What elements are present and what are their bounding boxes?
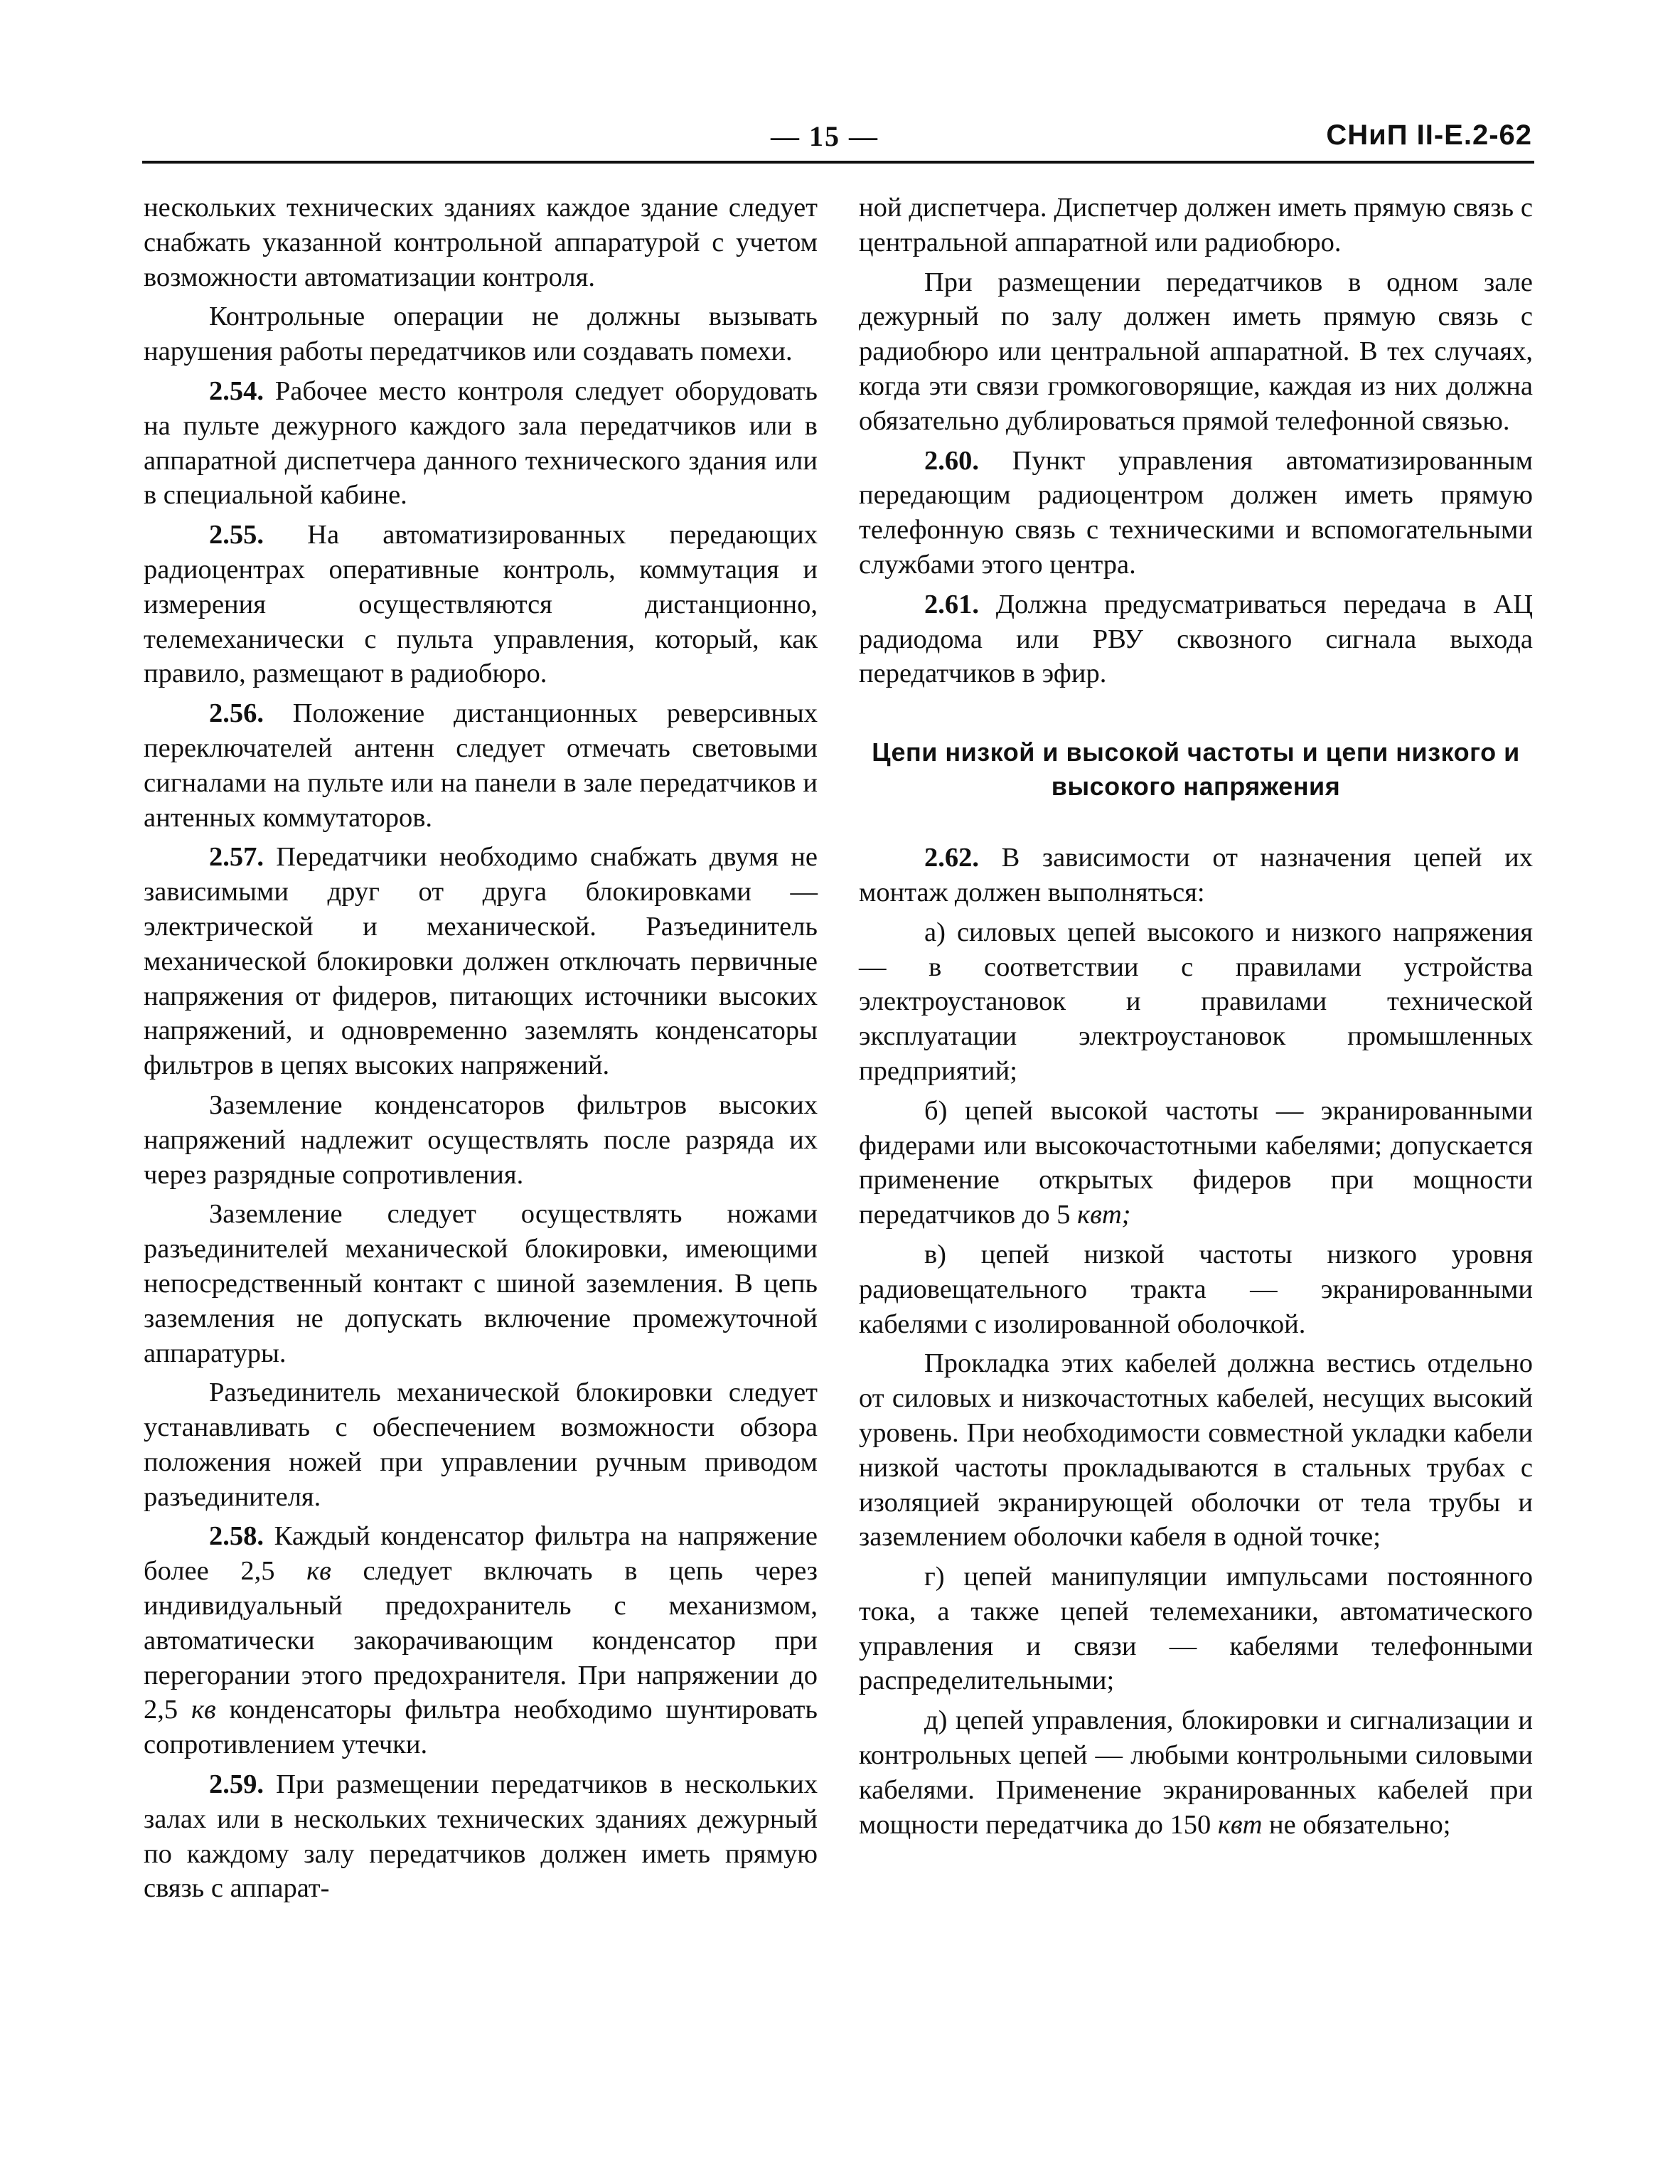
clause-2-59	[144, 1767, 818, 1906]
unit-label: квт;	[1077, 1200, 1131, 1230]
clause-text: следует включать в цепь через индивидуальный предохранитель с механизмом, автоматически закорачивающим конденсатор при перегорании этого предохранителя. При напряжении до 2,5	[144, 1556, 818, 1725]
right-column	[859, 191, 1533, 1847]
unit-label: кв	[306, 1556, 331, 1587]
item-text: д) цепей управления, блокировки и сигнализации и контрольных цепей — любыми контрольными силовыми кабелями. Применение экранированных кабелей при мощности передатчика до 150	[859, 1705, 1533, 1840]
clause-text: При размещении передатчиков в нескольких залах или в нескольких технических зданиях дежурный по каждому залу передатчиков должен иметь прямую связь с аппарат-	[144, 1769, 818, 1904]
paragraph: При размещении передатчиков в одном зале дежурный по залу должен иметь прямую связь с радиобюро или центральной аппаратной. В тех случаях, когда эти связи громкоговорящие, каждая из них должна обязательно дублироваться прямой телефонной связью.	[859, 267, 1533, 436]
clause-text: Передатчики необходимо снабжать двумя не зависимыми друг от друга блокировками — электрической и механической. Разъединитель механической блокировки должен отключать первичные напряжения от фидеров, питающих источники высоких напряжений, и одновременно заземлять конденсаторы фильтров в цепях высоких напряжений.	[144, 842, 818, 1081]
paragraph: Заземление следует осуществлять ножами разъединителей механической блокировки, имеющими непосредственный контакт с шиной заземления. В цепь заземления не допускать включение промежуточной аппаратуры.	[144, 1199, 818, 1368]
clause-number: 2.58.	[209, 1521, 264, 1552]
clause-2-58	[144, 1519, 818, 1762]
unit-label: квт	[1217, 1809, 1263, 1840]
list-item-d	[859, 1703, 1533, 1842]
item-text: б) цепей высокой частоты — экранированными фидерами или высокочастотными кабелями; допускается применение открытых фидеров при мощности передатчиков до 5	[859, 1095, 1533, 1230]
clause-text: Должна предусматриваться передача в АЦ радиодома или РВУ сквозного сигнала выхода передатчиков в эфир.	[859, 589, 1533, 689]
paragraph: Прокладка этих кабелей должна вестись отдельно от силовых и низкочастотных кабелей, несущих высокий уровень. При необходимости совместной укладки кабели низкой частоты прокладываются в стальных трубах с изоляцией экранирующей оболочки от тела трубы и заземлением оболочки кабеля в одной точке;	[859, 1348, 1533, 1552]
clause-2-61	[859, 587, 1533, 691]
clause-2-54	[144, 374, 818, 513]
clause-number: 2.54.	[209, 375, 264, 406]
clause-2-60	[859, 444, 1533, 582]
clause-text: В зависимости от назначения цепей их монтаж должен выполняться:	[859, 843, 1533, 907]
clause-2-55	[144, 518, 818, 691]
paragraph: Контрольные операции не должны вызывать нарушения работы передатчиков или создавать помехи.	[144, 302, 818, 367]
clause-number: 2.57.	[209, 842, 264, 873]
clause-2-62	[859, 841, 1533, 910]
clause-number: 2.59.	[209, 1769, 264, 1800]
clause-number: 2.55.	[209, 520, 264, 550]
list-item-b	[859, 1094, 1533, 1232]
clause-number: 2.60.	[924, 445, 979, 476]
clause-number: 2.62.	[924, 843, 979, 873]
header-rule	[142, 161, 1534, 164]
paragraph: Разъединитель механической блокировки следует устанавливать с обеспечением возможности обзора положения ножей при управлении ручным приводом разъединителя.	[144, 1378, 818, 1512]
clause-text: Рабочее место контроля следует оборудовать на пульте дежурного каждого зала передатчиков или в аппаратной диспетчера данного технического здания или в специальной кабине.	[144, 375, 818, 511]
clause-number: 2.61.	[924, 589, 979, 619]
clause-text: Положение дистанционных реверсивных переключателей антенн следует отмечать световыми сигналами на пульте или на панели в зале передатчиков и антенных коммутаторов.	[144, 698, 818, 833]
unit-label: кв	[191, 1695, 216, 1725]
page-number: — 15 —	[771, 120, 879, 152]
list-item-g: г) цепей манипуляции импульсами постоянного тока, а также цепей телемеханики, автоматического управления и связи — кабелями телефонными распределительными;	[859, 1562, 1533, 1696]
clause-text: На автоматизированных передающих радиоцентрах оперативные контроль, коммутация и измерения осуществляются дистанционно, телемеханически с пульта управления, который, как правило, размещают в радиобюро.	[144, 520, 818, 689]
clause-text: Каждый конденсатор фильтра на напряжение более 2,5	[144, 1521, 818, 1587]
paragraph-continued: ной диспетчера. Диспетчер должен иметь прямую связь с центральной аппаратной или радиобюро.	[859, 193, 1533, 257]
list-item-a: а) силовых цепей высокого и низкого напряжения — в соответствии с правилами устройства электроустановок и правилами технической эксплуатации электроустановок промышленных предприятий;	[859, 917, 1533, 1086]
clause-number: 2.56.	[209, 698, 264, 729]
list-item-v: в) цепей низкой частоты низкого уровня радиовещательного тракта — экранированными кабелями с изолированной оболочкой.	[859, 1239, 1533, 1339]
clause-2-56	[144, 696, 818, 835]
clause-text: Пункт управления автоматизированным передающим радиоцентром должен иметь прямую телефонную связь с техническими и вспомогательными службами этого центра.	[859, 445, 1533, 580]
paragraph-continued: нескольких технических зданиях каждое здание следует снабжать указанной контрольной аппаратурой с учетом возможности автоматизации контроля.	[144, 193, 818, 292]
clause-text: конденсаторы фильтра необходимо шунтировать сопротивлением утечки.	[144, 1695, 818, 1760]
left-column	[144, 191, 818, 1911]
item-text: не обязательно;	[1262, 1809, 1451, 1840]
paragraph: Заземление конденсаторов фильтров высоких напряжений надлежит осуществлять после разряда их через разрядные сопротивления.	[144, 1090, 818, 1190]
document-code: СНиП II-Е.2-62	[1326, 119, 1532, 151]
section-title: Цепи низкой и высокой частоты и цепи низкого и высокого напряжения	[872, 737, 1520, 801]
clause-2-57	[144, 840, 818, 1083]
